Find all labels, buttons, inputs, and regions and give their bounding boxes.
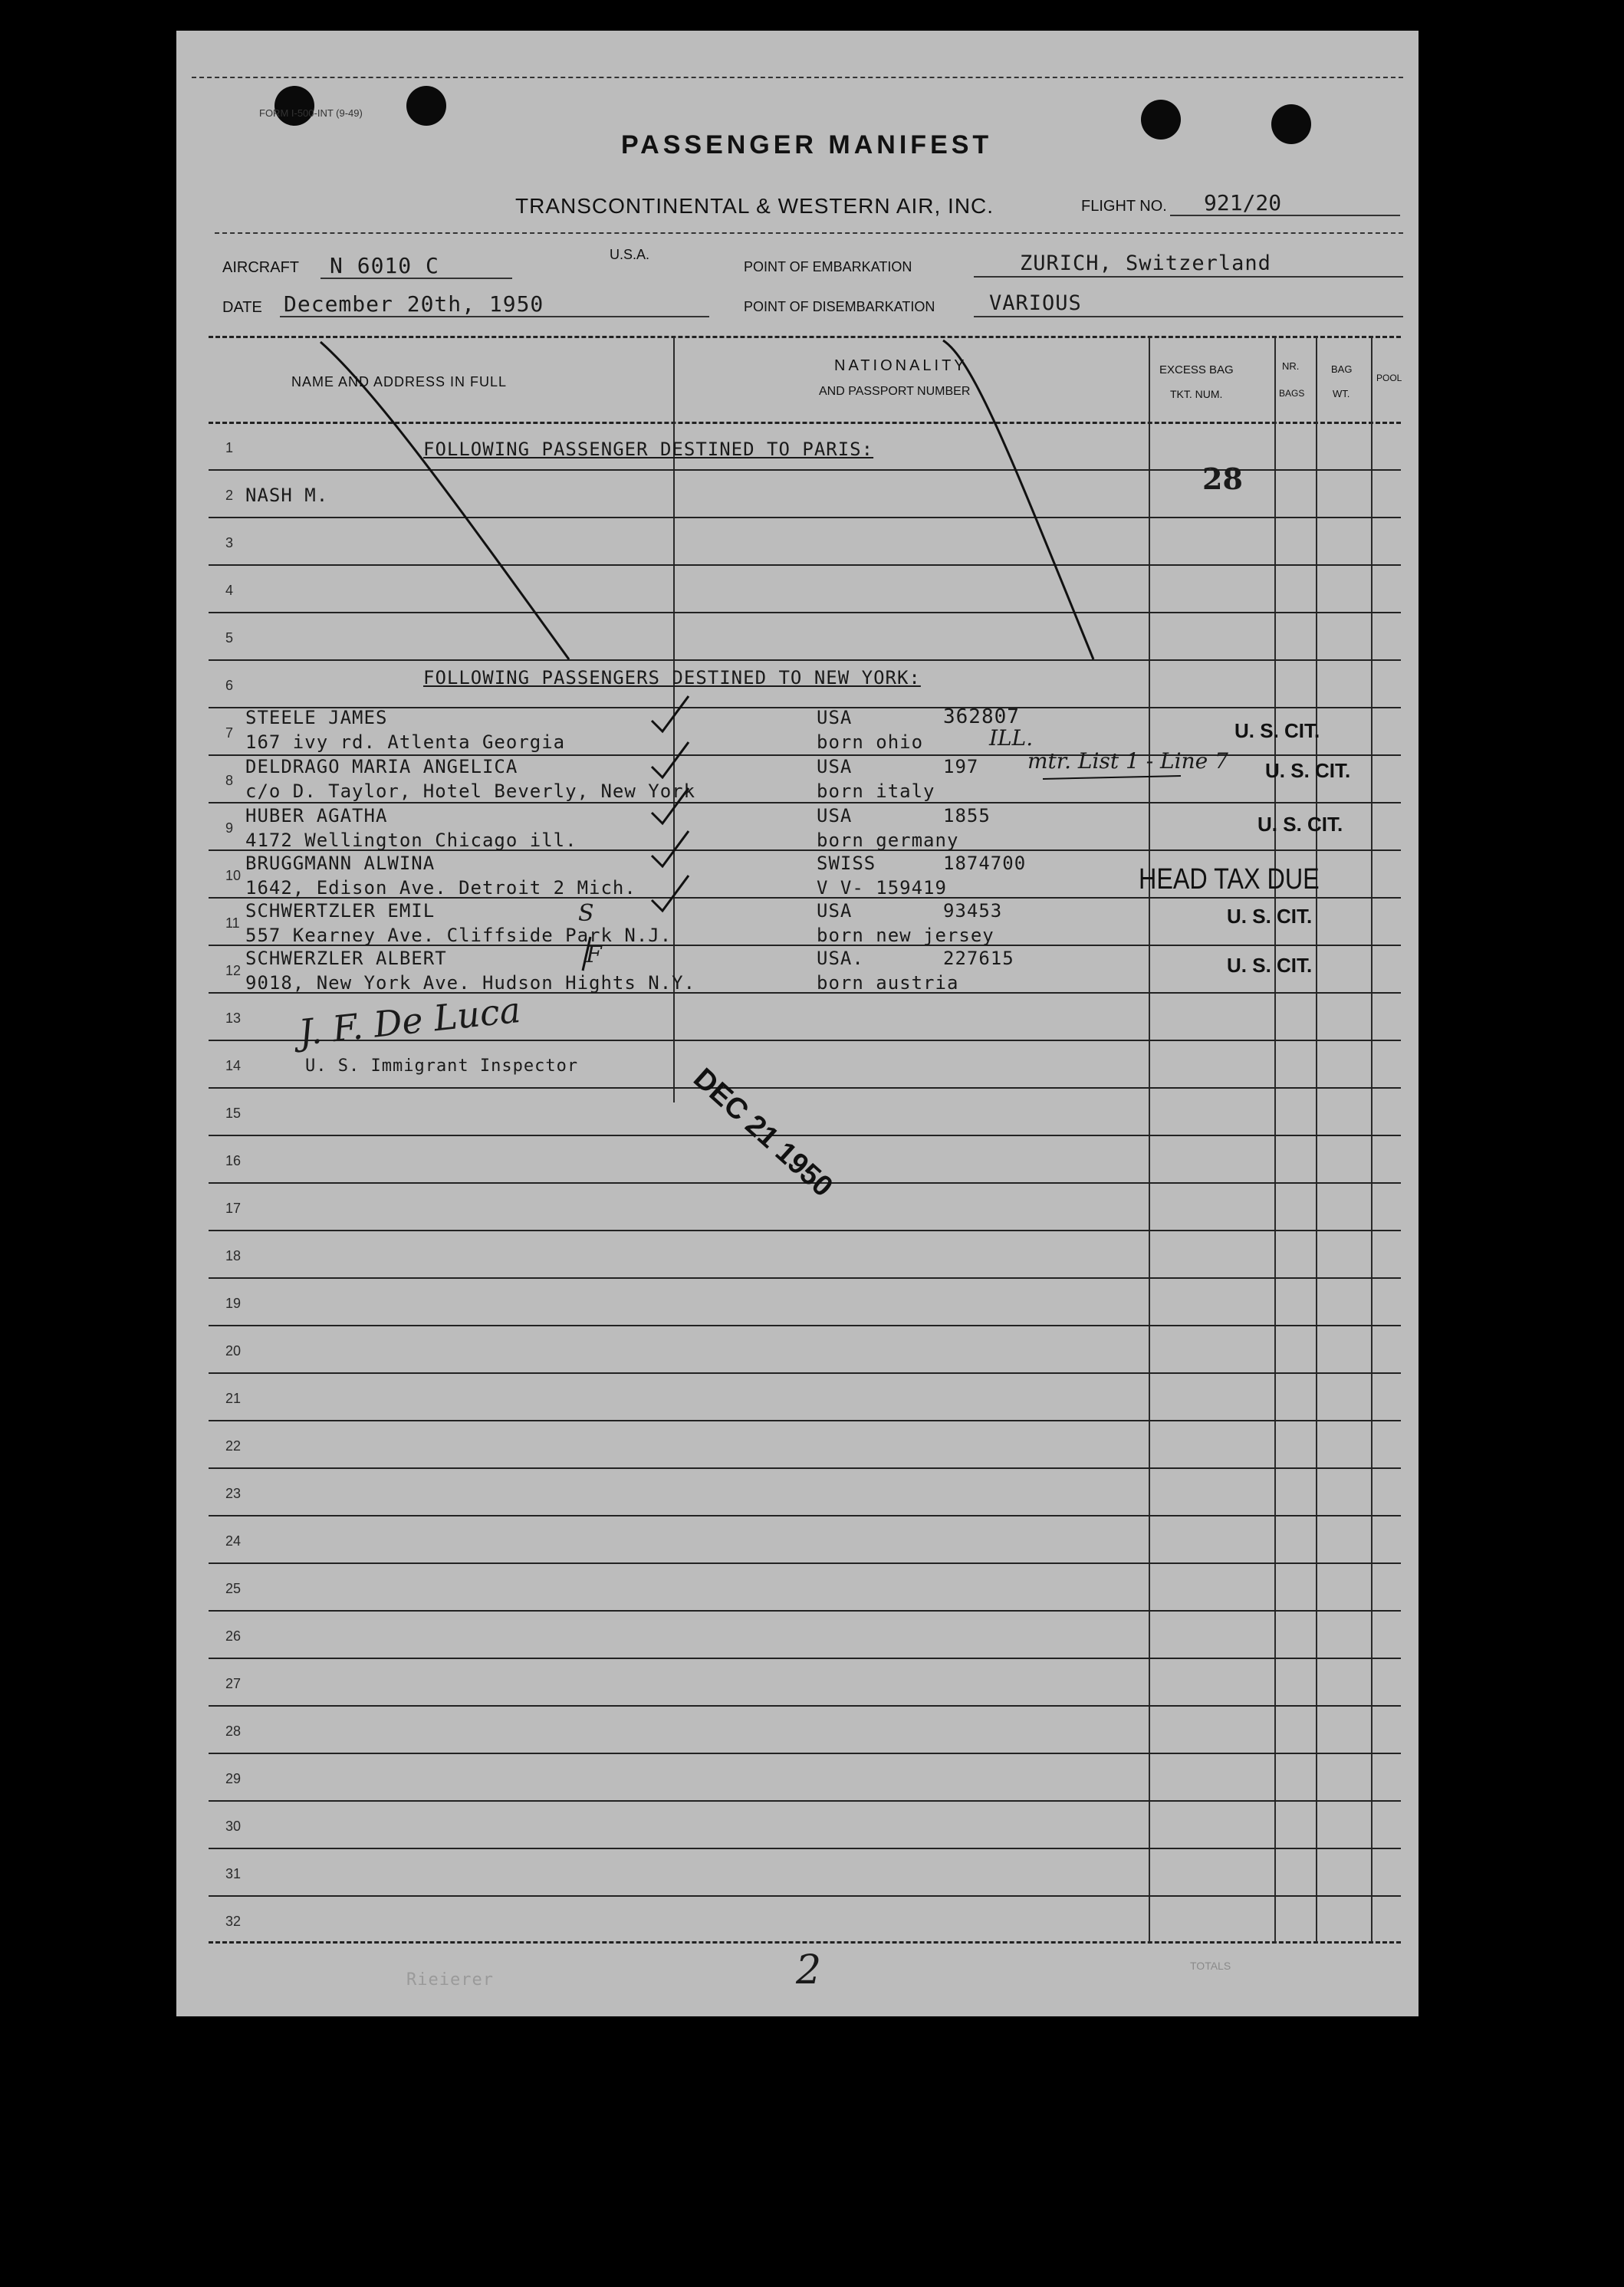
pen-marks <box>176 31 1419 1104</box>
passenger-2-note: mtr. List 1 - Line 7 <box>1027 748 1228 774</box>
row-number: 28 <box>225 1723 242 1739</box>
flight-label: FLIGHT NO. <box>1081 198 1167 215</box>
passenger-2-name: DELDRAGO MARIA ANGELICA <box>245 756 518 777</box>
row-number: 22 <box>225 1438 242 1454</box>
row-number: 23 <box>225 1486 242 1501</box>
passenger-4-name: BRUGGMANN ALWINA <box>245 853 436 874</box>
manifest-page <box>176 31 1419 2016</box>
row-number: 7 <box>225 725 234 741</box>
check-mark-3 <box>652 788 689 823</box>
row-line <box>209 1658 1401 1659</box>
check-mark-1 <box>652 696 689 731</box>
row-number: 10 <box>225 868 242 883</box>
row-number: 13 <box>225 1010 242 1026</box>
row-line <box>209 1515 1401 1516</box>
row-line <box>209 1467 1401 1469</box>
note-underline-2 <box>1043 776 1181 779</box>
row-number: 8 <box>225 773 234 788</box>
date-label: DATE <box>222 299 262 316</box>
embarkation-label: POINT OF EMBARKATION <box>744 259 912 274</box>
row-number: 20 <box>225 1343 242 1359</box>
embarkation-value: ZURICH, Switzerland <box>1020 251 1271 275</box>
footer-totals: TOTALS <box>1190 1960 1231 1972</box>
row-number: 21 <box>225 1391 242 1406</box>
inspector-title: U. S. Immigrant Inspector <box>305 1056 579 1076</box>
passenger-4-address: 1642, Edison Ave. Detroit 2 Mich. <box>245 877 636 899</box>
row-number: 17 <box>225 1201 242 1216</box>
col-header-nationality: NATIONALITY <box>834 357 968 374</box>
date-value: December 20th, 1950 <box>284 291 544 317</box>
passenger-6-name: SCHWERZLER ALBERT <box>245 948 447 969</box>
row-line <box>209 1562 1401 1564</box>
row-number: 4 <box>225 583 234 598</box>
passenger-3-name: HUBER AGATHA <box>245 805 388 826</box>
row-line <box>209 1135 1401 1136</box>
disembarkation-value: VARIOUS <box>989 291 1082 315</box>
row-line <box>209 1372 1401 1374</box>
footer-faint-name: Rieierer <box>406 1970 494 1990</box>
row-number: 9 <box>225 820 234 836</box>
passenger-3-born: born germany <box>817 830 959 851</box>
row-line <box>209 1753 1401 1754</box>
table-bottom-border <box>209 1941 1401 1944</box>
paris-excess-number: 28 <box>1202 462 1243 496</box>
row-number: 32 <box>225 1914 242 1929</box>
aircraft-value: N 6010 C <box>330 253 439 278</box>
check-mark-6 <box>583 937 590 971</box>
row-line <box>209 1420 1401 1421</box>
passenger-5-note: S <box>578 900 594 927</box>
passenger-6-note: F <box>586 941 602 968</box>
col-header-bag: BAG <box>1331 363 1353 375</box>
row-number: 26 <box>225 1628 242 1644</box>
passenger-6-nationality: USA. <box>817 948 864 969</box>
passenger-2-born: born italy <box>817 780 935 802</box>
row-number: 1 <box>225 440 234 455</box>
passenger-6-status: U. S. CIT. <box>1227 954 1313 977</box>
passenger-4-nationality: SWISS <box>817 853 876 874</box>
passenger-5-status: U. S. CIT. <box>1227 905 1313 928</box>
row-number: 27 <box>225 1676 242 1691</box>
row-line <box>209 1325 1401 1326</box>
col-header-passport: AND PASSPORT NUMBER <box>819 385 971 398</box>
row-number: 25 <box>225 1581 242 1596</box>
row-number: 2 <box>225 488 234 503</box>
row-number: 14 <box>225 1058 242 1073</box>
row-number: 19 <box>225 1296 242 1311</box>
row-number: 12 <box>225 963 242 978</box>
passenger-2-address: c/o D. Taylor, Hotel Beverly, New York <box>245 780 696 802</box>
passenger-2-status: U. S. CIT. <box>1265 759 1351 782</box>
passenger-5-nationality: USA <box>817 900 853 922</box>
passenger-1-nationality: USA <box>817 707 853 728</box>
flight-number: 921/20 <box>1204 190 1282 215</box>
row-number: 30 <box>225 1819 242 1834</box>
passenger-5-name: SCHWERTZLER EMIL <box>245 900 436 922</box>
row-number: 24 <box>225 1533 242 1549</box>
paris-strike-line-right <box>943 340 1093 659</box>
passenger-4-status: HEAD TAX DUE <box>1139 863 1320 895</box>
passenger-1-address: 167 ivy rd. Atlenta Georgia <box>245 731 566 753</box>
paris-strike-line-left <box>321 342 569 659</box>
col-header-nr: NR. <box>1282 360 1300 372</box>
passenger-4-born: V V- 159419 <box>817 877 947 899</box>
aircraft-label: AIRCRAFT <box>222 259 299 276</box>
row-number: 5 <box>225 630 234 646</box>
col-header-bags: BAGS <box>1279 388 1305 399</box>
passenger-3-nationality: USA <box>817 805 853 826</box>
row-line <box>209 1705 1401 1707</box>
row-number: 16 <box>225 1153 242 1168</box>
paris-heading: FOLLOWING PASSENGER DESTINED TO PARIS: <box>423 439 874 460</box>
row-line <box>209 1895 1401 1897</box>
row-number: 6 <box>225 678 234 693</box>
passenger-1-status: U. S. CIT. <box>1234 719 1320 742</box>
passenger-4-passport: 1874700 <box>943 853 1027 874</box>
passenger-1-name: STEELE JAMES <box>245 707 388 728</box>
country-label: U.S.A. <box>610 247 650 262</box>
passenger-6-born: born austria <box>817 972 959 994</box>
col-header-wt: WT. <box>1333 388 1350 399</box>
passenger-3-address: 4172 Wellington Chicago ill. <box>245 830 577 851</box>
passenger-5-address: 557 Kearney Ave. Cliffside Park N.J. <box>245 925 672 946</box>
check-mark-4 <box>652 831 689 866</box>
disembarkation-label: POINT OF DISEMBARKATION <box>744 299 935 314</box>
inspector-signature: J. F. De Luca <box>297 988 523 1053</box>
passenger-1-passport: 362807 <box>943 705 1020 728</box>
row-number: 29 <box>225 1771 242 1786</box>
passenger-6-address: 9018, New York Ave. Hudson Hights N.Y. <box>245 972 696 994</box>
col-header-excess-bag: EXCESS BAG <box>1159 363 1234 376</box>
manifest-title: PASSENGER MANIFEST <box>621 130 993 159</box>
col-header-name: NAME AND ADDRESS IN FULL <box>291 374 508 389</box>
form-number: FORM I-500-INT (9-49) <box>259 107 363 119</box>
check-mark-2 <box>652 742 689 777</box>
row-number: 18 <box>225 1248 242 1263</box>
passenger-6-passport: 227615 <box>943 948 1014 969</box>
col-header-tkt-num: TKT. NUM. <box>1170 388 1223 400</box>
passenger-1-born: born ohio <box>817 731 924 753</box>
page-number: 2 <box>796 1947 822 1993</box>
col-header-pool: POOL <box>1376 373 1402 383</box>
date-stamp: DEC 21 1950 <box>687 1062 839 1204</box>
passenger-2-nationality: USA <box>817 756 853 777</box>
row-line <box>209 1610 1401 1612</box>
passenger-1-note: ILL. <box>989 725 1034 751</box>
row-number: 15 <box>225 1106 242 1121</box>
check-mark-5 <box>652 876 689 911</box>
passenger-2-passport: 197 <box>943 756 979 777</box>
row-line <box>209 1277 1401 1279</box>
row-number: 31 <box>225 1866 242 1881</box>
passenger-5-passport: 93453 <box>943 900 1003 922</box>
passenger-5-born: born new jersey <box>817 925 994 946</box>
row-number: 11 <box>225 915 240 931</box>
paris-passenger: NASH M. <box>245 485 329 506</box>
row-line <box>209 1800 1401 1802</box>
passenger-3-status: U. S. CIT. <box>1257 813 1343 836</box>
newyork-heading: FOLLOWING PASSENGERS DESTINED TO NEW YORK: <box>423 667 921 688</box>
passenger-3-passport: 1855 <box>943 805 991 826</box>
row-line <box>209 1848 1401 1849</box>
row-line <box>209 1230 1401 1231</box>
airline-name: TRANSCONTINENTAL & WESTERN AIR, INC. <box>515 194 994 218</box>
row-number: 3 <box>225 535 234 550</box>
